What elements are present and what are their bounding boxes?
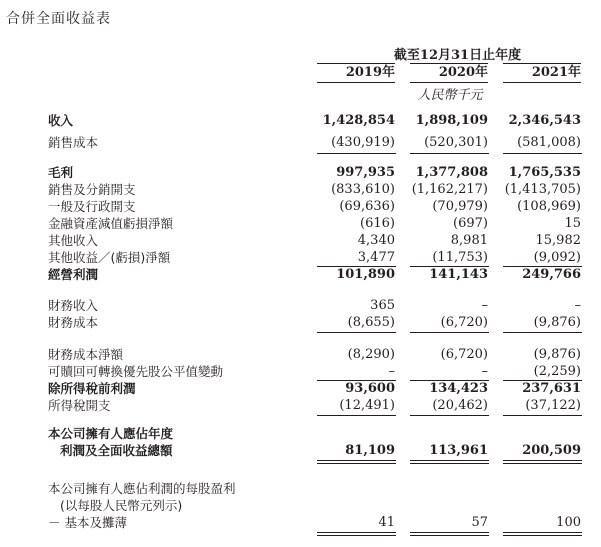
value-2021: 237,631 (522, 381, 581, 396)
value-2021: (9,876) (533, 347, 581, 362)
row-fair-value-changes (0, 363, 601, 380)
value-2021: 1,765,535 (508, 165, 581, 180)
row-label: 財務收入 (48, 298, 99, 313)
value-2021: 15,982 (535, 233, 581, 248)
value-2021: 100 (556, 515, 581, 530)
value-2019: (8,655) (347, 315, 395, 330)
subtotal-rule (503, 153, 582, 154)
label-line: 利潤及全面收益總額 (60, 443, 173, 458)
row-finance-costs (0, 314, 601, 331)
value-2020: 113,961 (429, 443, 488, 458)
row-label: 一般及行政開支 (48, 199, 136, 214)
period-header: 截至12月31日止年度 (393, 48, 522, 63)
row-net-finance-costs (0, 346, 601, 363)
value-2020: (6,720) (440, 315, 488, 330)
subtotal-rule (410, 153, 489, 154)
subtotal-rule (410, 415, 489, 416)
label-line: 本公司擁有人應佔年度 (48, 426, 174, 441)
value-2021: (108,969) (517, 199, 581, 214)
value-2019: (69,636) (339, 199, 395, 214)
row-other-gains (0, 249, 601, 266)
value-2020: (6,720) (440, 347, 488, 362)
row-selling-expenses (0, 181, 601, 198)
row-profit-before-tax (0, 380, 601, 397)
value-2019: 93,600 (345, 381, 395, 396)
value-2019: (8,290) (347, 347, 395, 362)
total-double-rule (317, 460, 396, 464)
row-eps-basic-diluted (0, 514, 601, 531)
value-2020: (20,462) (432, 398, 488, 413)
value-2021: – (574, 298, 581, 313)
row-label: 財務成本淨額 (48, 347, 124, 362)
total-double-rule (410, 460, 489, 464)
value-2020: (11,753) (432, 250, 488, 265)
value-2019: (833,610) (331, 182, 395, 197)
value-2020: 134,423 (429, 381, 488, 396)
row-label: 除所得稅前利潤 (48, 381, 136, 396)
row-gross-profit (0, 164, 601, 181)
value-2021: 200,509 (522, 443, 581, 458)
row-label: － 基本及攤薄 (48, 515, 127, 530)
value-2019: 3,477 (357, 250, 395, 265)
value-2021: (37,122) (525, 398, 581, 413)
currency-unit: 人民幣千元 (417, 88, 483, 103)
value-2020: (1,162,217) (411, 182, 488, 197)
row-total-comprehensive-income (0, 442, 601, 459)
value-2021: (1,413,705) (504, 182, 581, 197)
row-label: 可贖回可轉換優先股公平值變動 (48, 364, 224, 379)
value-2019: 1,428,854 (322, 113, 395, 128)
row-impairment-losses (0, 215, 601, 232)
row-admin-expenses (0, 198, 601, 215)
total-double-rule (503, 460, 582, 464)
row-label: 銷售及分銷開支 (48, 182, 136, 197)
label-line: 本公司擁有人應佔利潤的每股盈利 (48, 481, 236, 496)
subtotal-rule (503, 415, 582, 416)
column-header-2019: 2019年 (317, 63, 395, 83)
row-label: 金融資產減值虧損淨額 (48, 216, 174, 231)
row-revenue (0, 112, 601, 129)
value-2021: (581,008) (517, 135, 581, 150)
value-2021: 249,766 (522, 267, 581, 282)
subtotal-rule (317, 415, 396, 416)
value-2021: 15 (564, 216, 581, 231)
value-2020: 1,377,808 (415, 165, 488, 180)
value-2019: 101,890 (336, 267, 395, 282)
value-2020: 57 (471, 515, 488, 530)
value-2021: (9,876) (533, 315, 581, 330)
value-2020: 8,981 (450, 233, 488, 248)
value-2020: (697) (453, 216, 488, 231)
subtotal-rule (410, 332, 489, 333)
row-cost-of-sales (0, 134, 601, 151)
value-2019: 41 (378, 515, 395, 530)
value-2019: (12,491) (339, 398, 395, 413)
value-2021: 2,346,543 (508, 113, 581, 128)
subtotal-rule (503, 332, 582, 333)
value-2020: 1,898,109 (415, 113, 488, 128)
row-operating-profit (0, 266, 601, 283)
row-label: 所得稅開支 (48, 398, 111, 413)
value-2020: – (481, 364, 488, 379)
row-income-tax (0, 397, 601, 414)
total-double-rule (410, 532, 489, 536)
row-other-income (0, 232, 601, 249)
eps-heading (48, 480, 308, 514)
statement-title: 合併全面收益表 (6, 11, 111, 27)
label-line: (以每股人民幣元列示) (60, 498, 183, 513)
value-2019: 4,340 (357, 233, 395, 248)
row-label: 毛利 (48, 165, 74, 180)
subtotal-rule (317, 153, 396, 154)
total-double-rule (317, 532, 396, 536)
value-2019: (616) (360, 216, 395, 231)
value-2020: 141,143 (429, 267, 488, 282)
row-label: 其他收入 (48, 233, 99, 248)
column-header-2021: 2021年 (503, 63, 581, 83)
row-finance-income (0, 297, 601, 314)
row-label: 銷售成本 (48, 135, 99, 150)
row-label: 經營利潤 (48, 267, 99, 282)
total-double-rule (503, 532, 582, 536)
value-2020: (70,979) (432, 199, 488, 214)
column-header-2020: 2020年 (410, 63, 488, 83)
row-label: 收入 (48, 113, 74, 128)
value-2019: (430,919) (331, 135, 395, 150)
row-label: 財務成本 (48, 315, 99, 330)
value-2019: 997,935 (336, 165, 395, 180)
value-2021: (2,259) (533, 364, 581, 379)
row-label: 其他收益／(虧損)淨額 (48, 250, 171, 265)
subtotal-rule (317, 332, 396, 333)
value-2020: (520,301) (424, 135, 488, 150)
value-2021: (9,092) (533, 250, 581, 265)
value-2019: 365 (370, 298, 395, 313)
value-2019: – (388, 364, 395, 379)
value-2019: 81,109 (345, 443, 395, 458)
value-2020: – (481, 298, 488, 313)
